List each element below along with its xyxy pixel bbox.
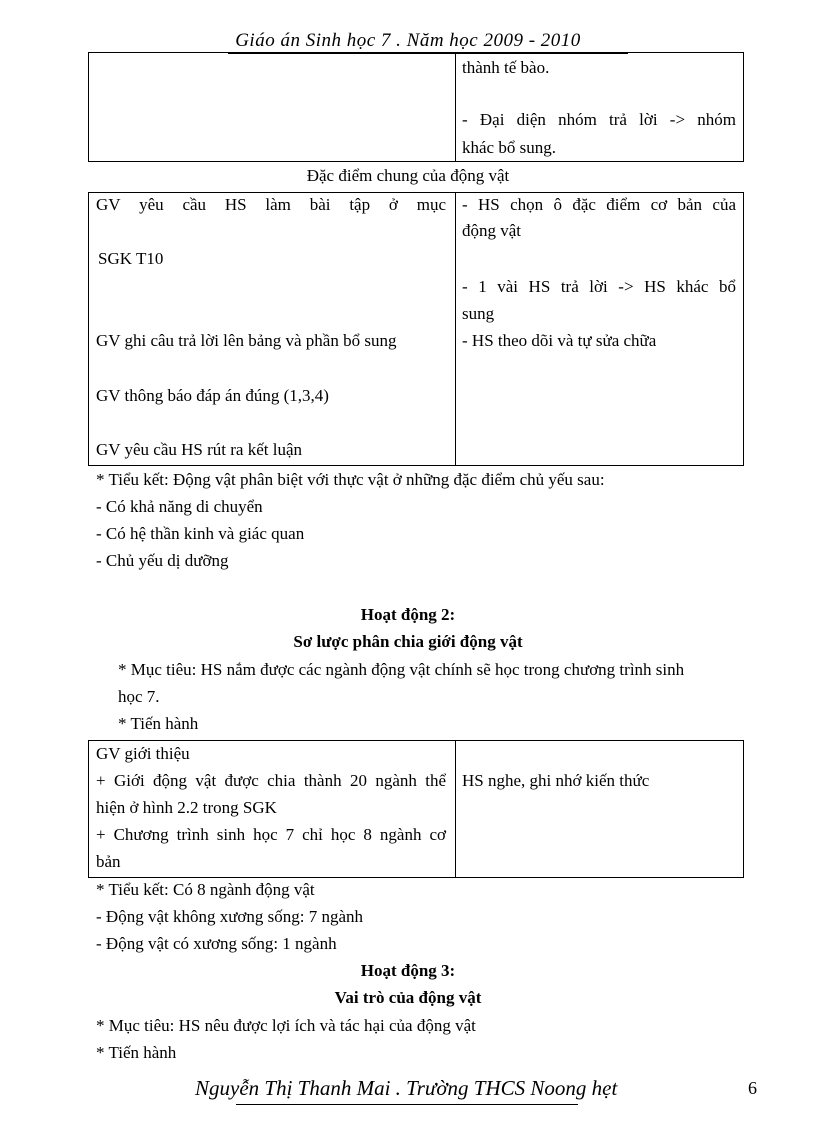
activity2-process: * Tiến hành (118, 714, 199, 733)
table-continuation (88, 52, 744, 162)
table1-right-line-2: - Đại diện nhóm trả lời -> nhóm (462, 110, 736, 129)
table2-right-line-4: sung (462, 304, 495, 323)
summary1-line-1: * Tiểu kết: Động vật phân biệt với thực vật ở những đặc điểm chủ yếu sau: (96, 470, 605, 489)
summary1-line-3: - Có hệ thần kinh và giác quan (96, 524, 305, 543)
summary2-line-1: * Tiểu kết: Có 8 ngành động vật (96, 880, 315, 899)
table3-left-line-2: + Giới động vật được chia thành 20 ngành thể (96, 771, 446, 790)
table2-left-line-4: GV thông báo đáp án đúng (1,3,4) (96, 386, 329, 405)
table3-left-line-3: hiện ở hình 2.2 trong SGK (96, 798, 277, 817)
page-footer-author: Nguyễn Thị Thanh Mai . Trường THCS Noong hẹt (195, 1076, 618, 1100)
table-characteristics (88, 192, 744, 466)
table2-left-line-1: GV yêu cầu HS làm bài tập ở mục (96, 195, 446, 214)
summary2-line-3: - Động vật có xương sống: 1 ngành (96, 934, 337, 953)
table2-right-line-2: động vật (462, 221, 522, 240)
table2-right-line-1: - HS chọn ô đặc điểm cơ bản của (462, 195, 736, 214)
table-column-divider (455, 53, 456, 161)
page-header: Giáo án Sinh học 7 . Năm học 2009 - 2010 (235, 30, 581, 51)
activity2-objective-line-1: * Mục tiêu: HS nắm được các ngành động vật chính sẽ học trong chương trình sinh (118, 660, 685, 679)
table3-left-line-5: bản (96, 852, 121, 871)
footer-underline (236, 1104, 578, 1105)
table2-left-line-5: GV yêu cầu HS rút ra kết luận (96, 440, 302, 459)
activity3-heading: Hoạt động 3: (360, 961, 456, 980)
table3-left-line-1: GV giới thiệu (96, 744, 190, 763)
table-column-divider (455, 741, 456, 877)
table-column-divider (455, 193, 456, 465)
summary1-line-4: - Chủ yếu dị dưỡng (96, 551, 229, 570)
table3-left-line-4: + Chương trình sinh học 7 chỉ học 8 ngành cơ (96, 825, 446, 844)
table2-right-line-5: - HS theo dõi và tự sửa chữa (462, 331, 657, 350)
activity2-objective-line-2: học 7. (118, 687, 160, 706)
activity2-heading: Hoạt động 2: (360, 605, 456, 624)
table2-left-line-2: SGK T10 (98, 249, 164, 268)
section-title-characteristics: Đặc điểm chung của động vật (306, 166, 510, 185)
summary2-line-2: - Động vật không xương sống: 7 ngành (96, 907, 364, 926)
activity3-process: * Tiến hành (96, 1043, 177, 1062)
activity3-title: Vai trò của động vật (334, 988, 482, 1007)
activity3-objective: * Mục tiêu: HS nêu được lợi ích và tác hại của động vật (96, 1016, 476, 1035)
table3-right-line-1: HS nghe, ghi nhớ kiến thức (462, 771, 650, 790)
table1-right-line-1: thành tế bào. (462, 58, 550, 77)
table2-right-line-3: - 1 vài HS trả lời -> HS khác bổ (462, 277, 736, 296)
table1-right-line-3: khác bổ sung. (462, 138, 556, 157)
activity2-title: Sơ lược phân chia giới động vật (293, 632, 523, 651)
page-number: 6 (748, 1078, 757, 1098)
summary1-line-2: - Có khả năng di chuyển (96, 497, 263, 516)
table2-left-line-3: GV ghi câu trả lời lên bảng và phần bổ sung (96, 331, 397, 350)
